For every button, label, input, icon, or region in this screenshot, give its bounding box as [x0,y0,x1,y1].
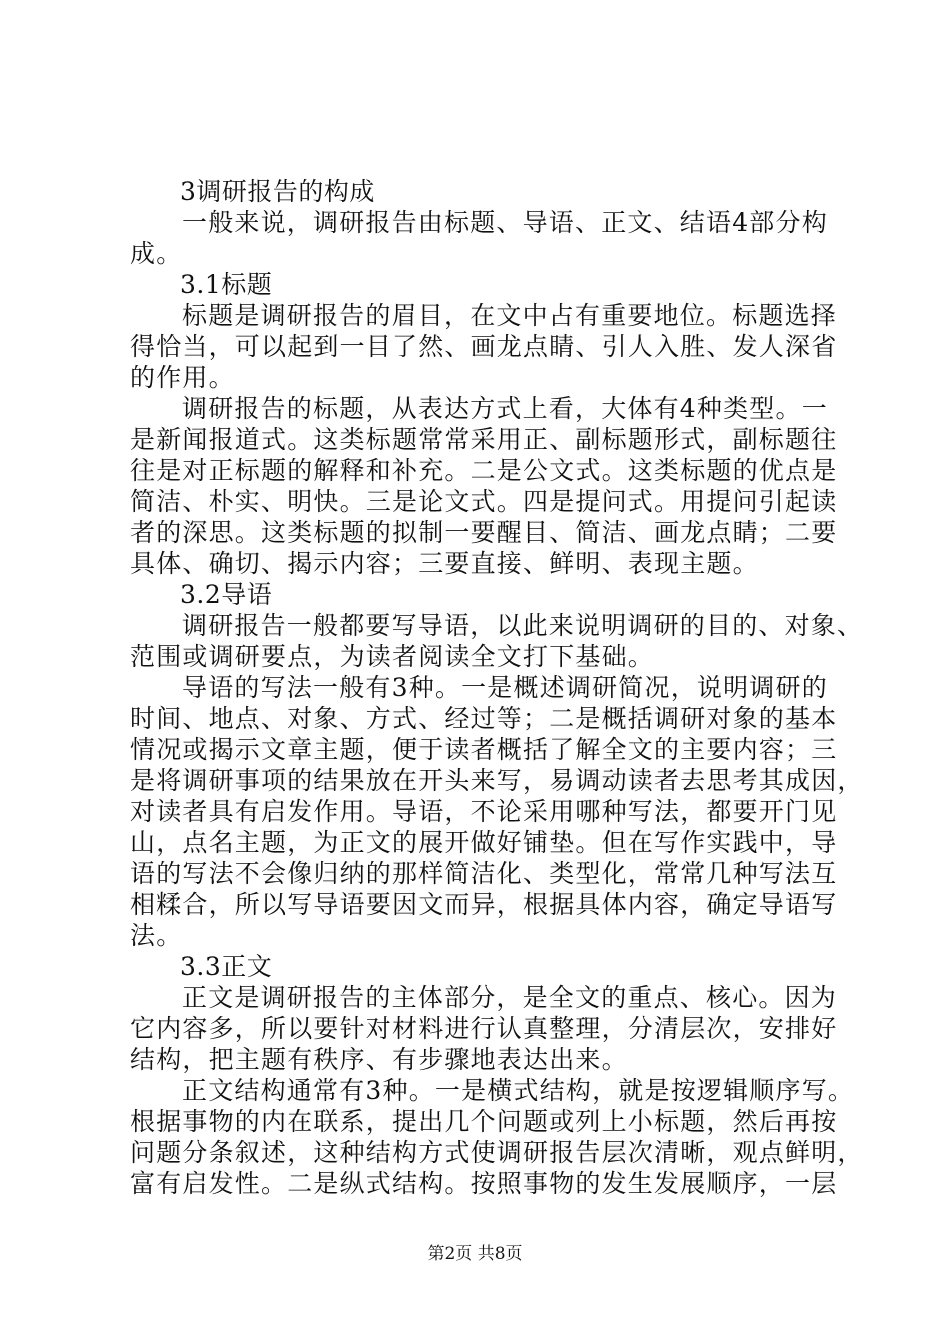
paragraph-line: 标题是调研报告的眉目，在文中占有重要地位。标题选择 [182,301,838,330]
paragraph [130,207,830,269]
paragraph-line: 是新闻报道式。这类标题常常采用正、副标题形式，副标题往 [130,425,838,454]
paragraph-line: 相糅合，所以写导语要因文而异，根据具体内容，确定导语写 [130,890,838,919]
heading-text: 3.3正文 [180,952,273,981]
paragraph-line: 对读者具有启发作用。导语，不论采用哪种写法，都要开门见 [130,797,838,826]
paragraph-line: 法。 [130,921,183,950]
paragraph [130,1075,864,1199]
paragraph-line: 正文结构通常有3种。一是横式结构，就是按逻辑顺序写。 [182,1076,855,1105]
paragraph-line: 简洁、朴实、明快。三是论文式。四是提问式。用提问引起读 [130,487,838,516]
paragraph [130,300,838,393]
page-footer: 第2页 共8页 [427,1244,523,1264]
heading-text: 3调研报告的构成 [180,177,375,206]
paragraph-line: 情况或揭示文章主题，便于读者概括了解全文的主要内容；三 [130,735,838,764]
paragraph-line: 成。 [130,239,183,268]
heading-text: 3.1标题 [180,270,273,299]
paragraph-line: 具体、确切、揭示内容；三要直接、鲜明、表现主题。 [130,549,759,578]
paragraph-line: 得恰当，可以起到一目了然、画龙点睛、引人入胜、发人深省 [130,332,838,361]
section-heading [130,951,830,982]
paragraph-line: 的作用。 [130,363,235,392]
paragraph-line: 时间、地点、对象、方式、经过等；二是概括调研对象的基本 [130,704,838,733]
paragraph-line: 调研报告一般都要写导语，以此来说明调研的目的、对象、 [182,611,864,640]
paragraph-line: 根据事物的内在联系，提出几个问题或列上小标题，然后再按 [130,1107,838,1136]
paragraph-line: 它内容多，所以要针对材料进行认真整理，分清层次，安排好 [130,1014,838,1043]
paragraph-line: 导语的写法一般有3种。一是概述调研简况，说明调研的 [182,673,828,702]
paragraph [130,393,838,579]
document-body [130,176,864,1199]
heading-text: 3.2导语 [180,580,273,609]
paragraph [130,672,864,951]
paragraph-line: 调研报告的标题，从表达方式上看，大体有4种类型。一 [182,394,828,423]
paragraph-line: 一般来说，调研报告由标题、导语、正文、结语4部分构 [182,208,828,237]
paragraph-line: 结构，把主题有秩序、有步骤地表达出来。 [130,1045,628,1074]
paragraph-line: 山，点名主题，为正文的展开做好铺垫。但在写作实践中，导 [130,828,838,857]
section-heading [130,269,830,300]
paragraph-line: 语的写法不会像归纳的那样简洁化、类型化，常常几种写法互 [130,859,838,888]
paragraph-line: 者的深思。这类标题的拟制一要醒目、简洁、画龙点睛；二要 [130,518,838,547]
paragraph-line: 往是对正标题的解释和补充。二是公文式。这类标题的优点是 [130,456,838,485]
paragraph-line: 范围或调研要点，为读者阅读全文打下基础。 [130,642,655,671]
paragraph [130,610,864,672]
paragraph-line: 是将调研事项的结果放在开头来写，易调动读者去思考其成因， [130,766,864,795]
section-heading [130,579,830,610]
paragraph-line: 问题分条叙述，这种结构方式使调研报告层次清晰，观点鲜明， [130,1138,864,1167]
paragraph-line: 正文是调研报告的主体部分，是全文的重点、核心。因为 [182,983,838,1012]
section-heading [130,176,830,207]
paragraph [130,982,838,1075]
paragraph-line: 富有启发性。二是纵式结构。按照事物的发生发展顺序，一层 [130,1169,838,1198]
